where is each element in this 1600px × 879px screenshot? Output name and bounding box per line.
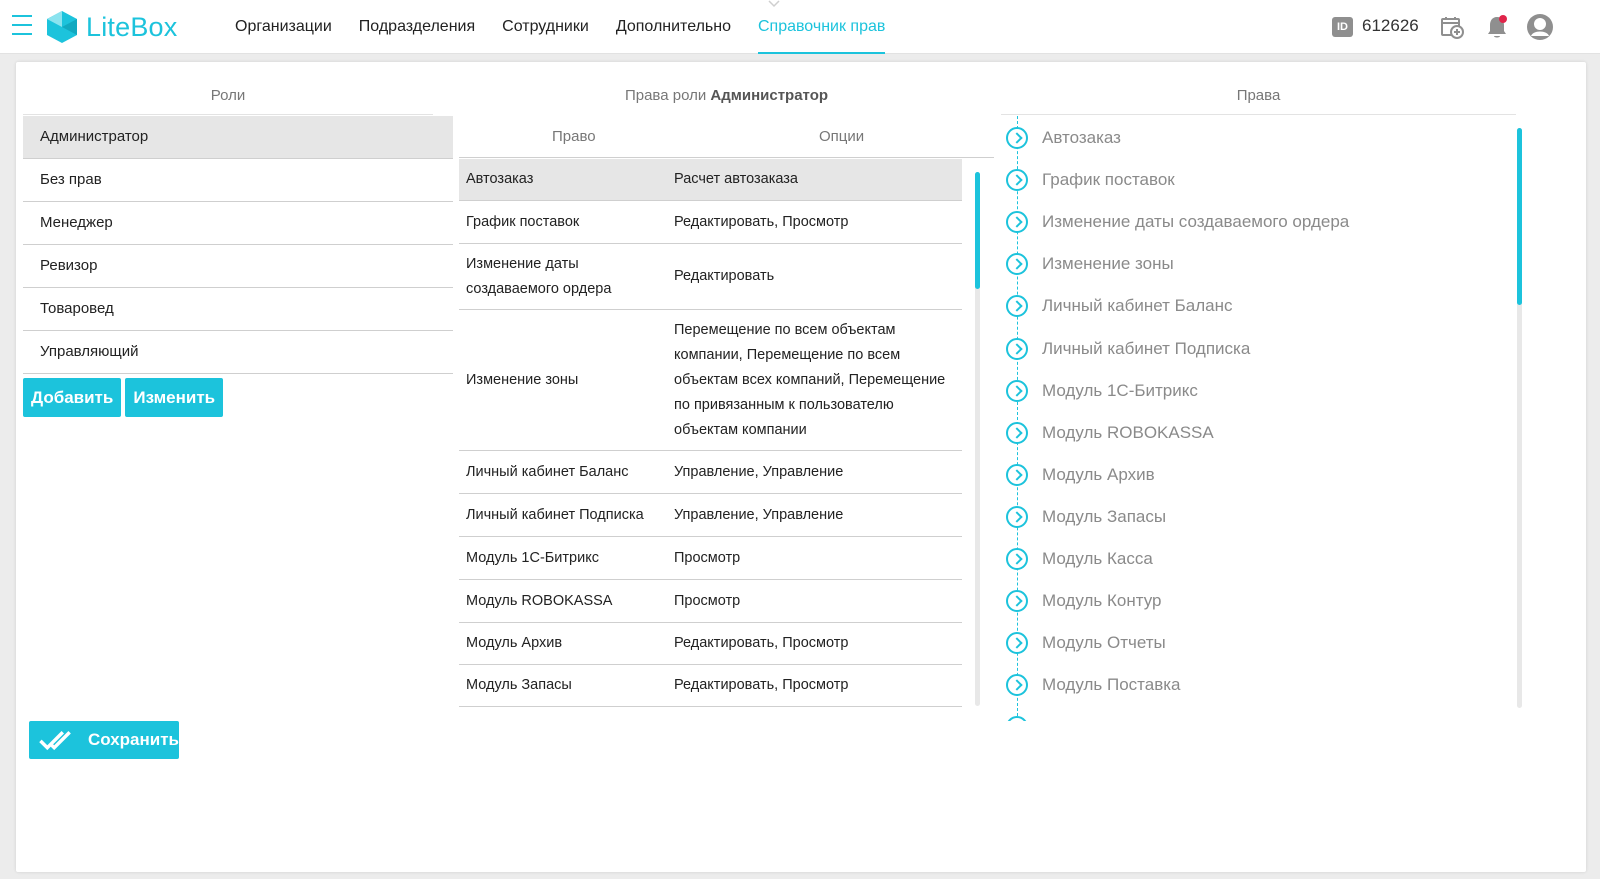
right-name-cell: Личный кабинет Подписка xyxy=(466,506,644,523)
rights-tree-item[interactable] xyxy=(1006,506,1166,528)
right-name-cell: Модуль 1С-Битрикс xyxy=(466,549,599,566)
right-options-cell: Управление, Управление xyxy=(674,463,844,480)
rights-table-header xyxy=(459,116,994,158)
table-row[interactable] xyxy=(459,159,962,201)
expand-circle-icon[interactable] xyxy=(1006,127,1028,149)
expand-circle-icon[interactable] xyxy=(1006,674,1028,696)
role-item[interactable]: Менеджер xyxy=(23,202,453,245)
account-id: 612626 xyxy=(1362,16,1419,35)
expand-circle-icon[interactable] xyxy=(1006,590,1028,612)
rights-title: Права xyxy=(1236,87,1281,104)
table-scrollbar-thumb[interactable] xyxy=(975,172,980,289)
right-options-cell: Редактировать, Просмотр xyxy=(674,213,849,230)
save-button[interactable] xyxy=(29,721,179,759)
chevron-down-icon[interactable] xyxy=(768,0,780,8)
expand-circle-icon[interactable] xyxy=(1006,338,1028,360)
nav-item[interactable]: Справочник прав xyxy=(758,0,885,54)
right-name-cell: Модуль ROBOKASSA xyxy=(466,592,613,609)
right-name-cell: Личный кабинет Баланс xyxy=(466,463,629,480)
nav-item[interactable]: Организации xyxy=(235,18,332,35)
rights-tree-item[interactable] xyxy=(1006,338,1250,360)
expand-circle-icon[interactable] xyxy=(1006,548,1028,570)
right-options-cell: Редактировать, Просмотр xyxy=(674,635,849,651)
table-row[interactable] xyxy=(459,451,962,494)
right-name-cell: Автозаказ xyxy=(466,171,534,187)
roles-list xyxy=(23,116,453,374)
user-avatar-icon[interactable] xyxy=(1526,13,1554,41)
expand-circle-icon[interactable] xyxy=(1006,506,1028,528)
col-options-header: Опции xyxy=(819,128,865,145)
divider xyxy=(23,114,433,115)
rights-tree-item[interactable] xyxy=(1006,169,1175,191)
main-card xyxy=(16,62,1586,872)
role-rights-title: Права роли Администратор xyxy=(624,87,829,104)
litebox-logo-icon xyxy=(46,10,78,44)
rights-tree-label: Модуль Отчеты xyxy=(1042,633,1166,653)
expand-circle-icon[interactable] xyxy=(1006,380,1028,402)
right-options-cell: Просмотр xyxy=(674,549,741,566)
role-item[interactable]: Товаровед xyxy=(23,288,453,331)
roles-title: Роли xyxy=(210,87,246,104)
rights-tree-label: Модуль Касса xyxy=(1042,549,1153,568)
table-row[interactable] xyxy=(459,537,962,580)
expand-circle-icon[interactable] xyxy=(1006,632,1028,654)
role-item[interactable]: Администратор xyxy=(23,116,453,159)
id-icon: ID xyxy=(1332,17,1353,37)
role-rights-title-role: Администратор xyxy=(710,87,829,104)
table-row[interactable] xyxy=(459,580,962,623)
rights-tree-item[interactable] xyxy=(1006,127,1121,149)
expand-circle-icon[interactable] xyxy=(1006,169,1028,191)
tree-scrollbar-thumb[interactable] xyxy=(1517,128,1522,305)
rights-tree xyxy=(1001,116,1516,721)
expand-circle-icon[interactable] xyxy=(1006,211,1028,233)
expand-circle-icon[interactable] xyxy=(1006,464,1028,486)
top-bar xyxy=(0,0,1600,54)
rights-tree-label: Изменение даты создаваемого ордера xyxy=(1042,212,1350,232)
expand-circle-icon[interactable] xyxy=(1006,295,1028,317)
right-options-cell: Перемещение по всем объектам компании, Перемещение по всем объектам всех компаний, Перемещение по привязанным к пользователю объектам компании xyxy=(674,321,946,438)
rights-tree-item[interactable] xyxy=(1006,590,1161,612)
role-item[interactable]: Управляющий xyxy=(23,331,453,374)
table-row[interactable] xyxy=(459,494,962,537)
expand-circle-icon[interactable] xyxy=(1006,716,1028,721)
rights-tree-label: Модуль Архив xyxy=(1042,464,1155,484)
rights-tree-label: Изменение зоны xyxy=(1042,254,1174,274)
right-name-cell: График поставок xyxy=(466,213,580,230)
role-item[interactable]: Без прав xyxy=(23,159,453,202)
right-options-cell: Расчет автозаказа xyxy=(674,171,798,187)
rights-tree-label: Модуль Поставка xyxy=(1042,675,1181,695)
right-options-cell: Управление, Управление xyxy=(674,506,844,523)
rights-tree-label: Автозаказ xyxy=(1042,128,1121,147)
rights-tree-label: Личный кабинет Баланс xyxy=(1042,296,1233,316)
table-scrollbar[interactable] xyxy=(975,172,980,706)
rights-tree-item[interactable] xyxy=(1006,253,1174,275)
bell-icon[interactable] xyxy=(1485,14,1509,40)
logo[interactable] xyxy=(46,10,177,44)
rights-tree-item[interactable] xyxy=(1006,211,1349,233)
expand-circle-icon[interactable] xyxy=(1006,253,1028,275)
rights-table xyxy=(459,159,962,707)
double-check-icon xyxy=(37,725,80,755)
right-options-cell: Редактировать, Просмотр xyxy=(674,677,849,693)
edit-role-button[interactable]: Изменить xyxy=(125,378,223,417)
rights-tree-label: Модуль Запасы xyxy=(1042,506,1167,526)
nav-item[interactable]: Сотрудники xyxy=(502,18,589,35)
rights-tree-item[interactable] xyxy=(1006,548,1153,570)
rights-tree-label: Личный кабинет Подписка xyxy=(1042,338,1251,358)
main-nav xyxy=(235,0,912,54)
right-name-cell: Изменение даты создаваемого ордера xyxy=(466,255,612,297)
save-label: Сохранить xyxy=(87,730,179,749)
right-name-cell: Изменение зоны xyxy=(466,371,579,388)
calendar-add-icon[interactable] xyxy=(1440,15,1464,39)
table-row[interactable] xyxy=(459,623,962,665)
rights-tree-item[interactable] xyxy=(1006,674,1181,696)
nav-item[interactable]: Дополнительно xyxy=(615,18,731,35)
add-role-button[interactable]: Добавить xyxy=(23,378,121,417)
table-row[interactable] xyxy=(459,201,962,244)
rights-tree-label: Модуль 1С-Битрикс xyxy=(1042,380,1198,400)
table-row[interactable] xyxy=(459,310,962,451)
rights-tree-item[interactable] xyxy=(1006,632,1166,654)
right-options-cell: Редактировать xyxy=(674,268,775,284)
rights-tree-item[interactable] xyxy=(1006,422,1214,444)
tree-scrollbar[interactable] xyxy=(1517,128,1522,708)
divider xyxy=(1001,114,1516,115)
expand-circle-icon[interactable] xyxy=(1006,422,1028,444)
tree-connector xyxy=(1017,116,1018,721)
menu-icon[interactable] xyxy=(12,15,32,37)
table-row[interactable] xyxy=(459,665,962,707)
right-name-cell: Модуль Запасы xyxy=(466,677,572,693)
rights-tree-item[interactable] xyxy=(1006,464,1155,486)
role-item[interactable]: Ревизор xyxy=(23,245,453,288)
right-name-cell: Модуль Архив xyxy=(466,635,563,651)
rights-tree-item[interactable] xyxy=(1006,380,1198,402)
rights-tree-label: Модуль ROBOKASSA xyxy=(1042,422,1214,442)
rights-tree-label: График поставок xyxy=(1042,170,1175,190)
logo-text: LiteBox xyxy=(86,11,178,42)
rights-tree-item[interactable] xyxy=(1006,295,1233,317)
col-right-header: Право xyxy=(552,128,596,145)
rights-tree-label: Модуль Контур xyxy=(1042,591,1162,611)
right-options-cell: Просмотр xyxy=(674,592,741,609)
table-row[interactable] xyxy=(459,244,962,310)
nav-item[interactable]: Подразделения xyxy=(358,18,476,35)
rights-tree-item-partial[interactable] xyxy=(1006,716,1028,721)
